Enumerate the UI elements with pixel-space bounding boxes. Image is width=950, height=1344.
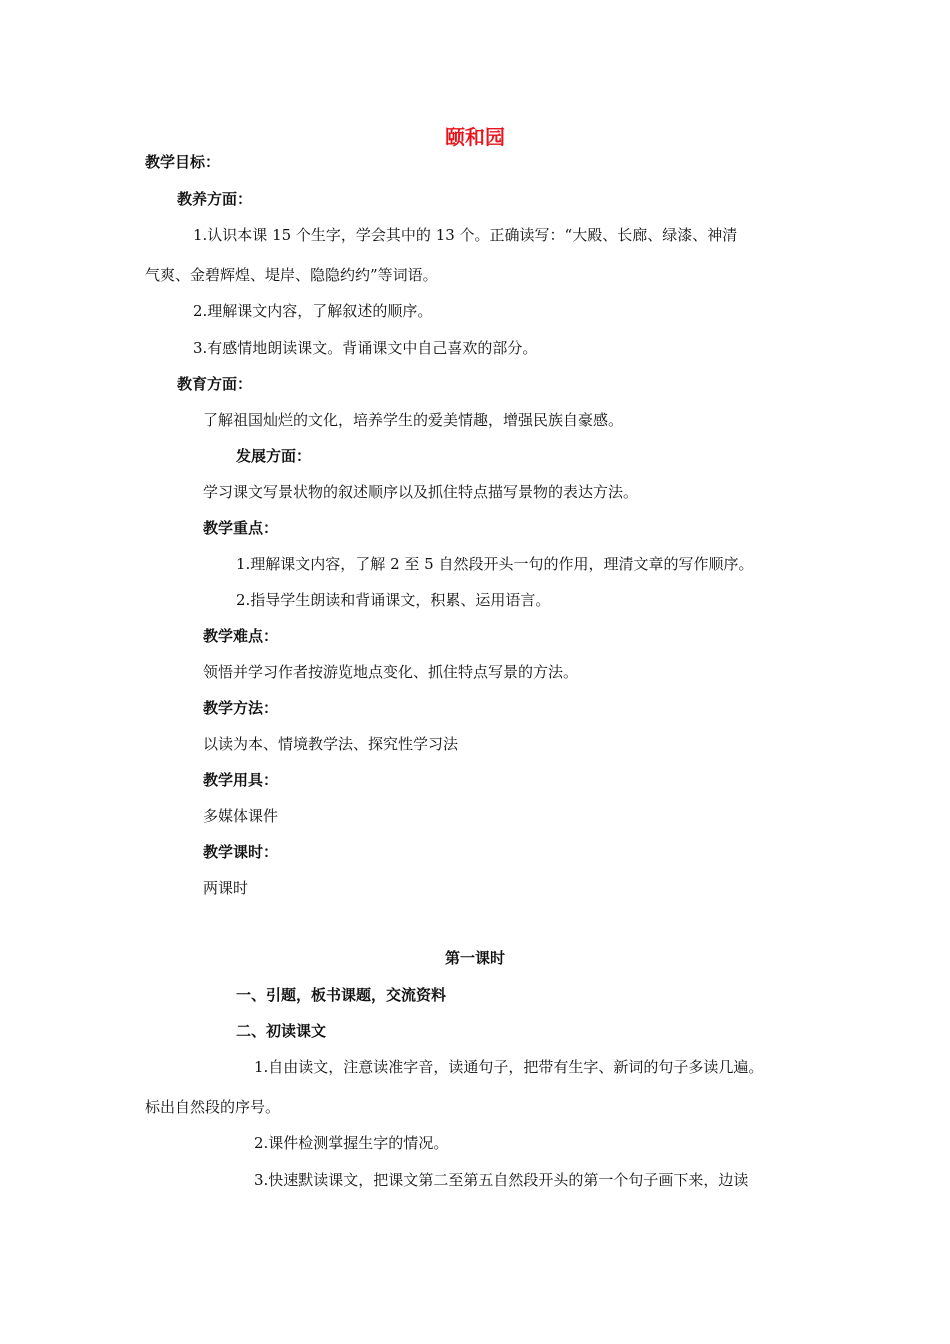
development-heading: 发展方面：	[236, 447, 312, 465]
first-period-step-2: 二、初读课文	[236, 1022, 327, 1040]
periods-heading: 教学课时：	[203, 843, 279, 861]
nurture-item-1-line-2: 气爽、金碧辉煌、堤岸、隐隐约约”等词语。	[145, 266, 438, 284]
education-text: 了解祖国灿烂的文化，培养学生的爱美情趣，增强民族自豪感。	[203, 411, 624, 429]
methods-text: 以读为本、情境教学法、探究性学习法	[203, 735, 459, 753]
tools-text: 多媒体课件	[203, 807, 279, 825]
development-text: 学习课文写景状物的叙述顺序以及抓住特点描写景物的表达方法。	[203, 483, 639, 501]
key-points-item-2: 2.指导学生朗读和背诵课文，积累、运用语言。	[236, 591, 551, 609]
first-period-item-1-line-2: 标出自然段的序号。	[145, 1098, 281, 1116]
first-period-item-3-line-1: 3.快速默读课文，把课文第二至第五自然段开头的第一个句子画下来，边读	[254, 1171, 749, 1189]
key-points-heading: 教学重点：	[203, 519, 279, 537]
periods-text: 两课时	[203, 879, 249, 897]
difficulties-text: 领悟并学习作者按游览地点变化、抓住特点写景的方法。	[203, 663, 579, 681]
methods-heading: 教学方法：	[203, 699, 279, 717]
document-title: 颐和园	[445, 125, 505, 149]
nurture-item-1-line-1: 1.认识本课 15 个生字，学会其中的 13 个。正确读写：“大殿、长廊、绿漆、神清	[193, 226, 738, 244]
nurture-item-2: 2.理解课文内容，了解叙述的顺序。	[193, 302, 433, 320]
first-period-item-1-line-1: 1.自由读文，注意读准字音，读通句子，把带有生字、新词的句子多读几遍。	[254, 1058, 764, 1076]
key-points-item-1: 1.理解课文内容，了解 2 至 5 自然段开头一句的作用，理清文章的写作顺序。	[236, 555, 754, 573]
objectives-heading: 教学目标：	[145, 153, 221, 171]
nurture-item-3: 3.有感情地朗读课文。背诵课文中自己喜欢的部分。	[193, 339, 538, 357]
first-period-step-1: 一、引题，板书课题，交流资料	[236, 986, 447, 1004]
difficulties-heading: 教学难点：	[203, 627, 279, 645]
tools-heading: 教学用具：	[203, 771, 279, 789]
first-period-heading: 第一课时	[444, 949, 505, 967]
nurture-heading: 教养方面：	[177, 190, 253, 208]
education-heading: 教育方面：	[177, 375, 253, 393]
first-period-item-2: 2.课件检测掌握生字的情况。	[254, 1134, 449, 1152]
